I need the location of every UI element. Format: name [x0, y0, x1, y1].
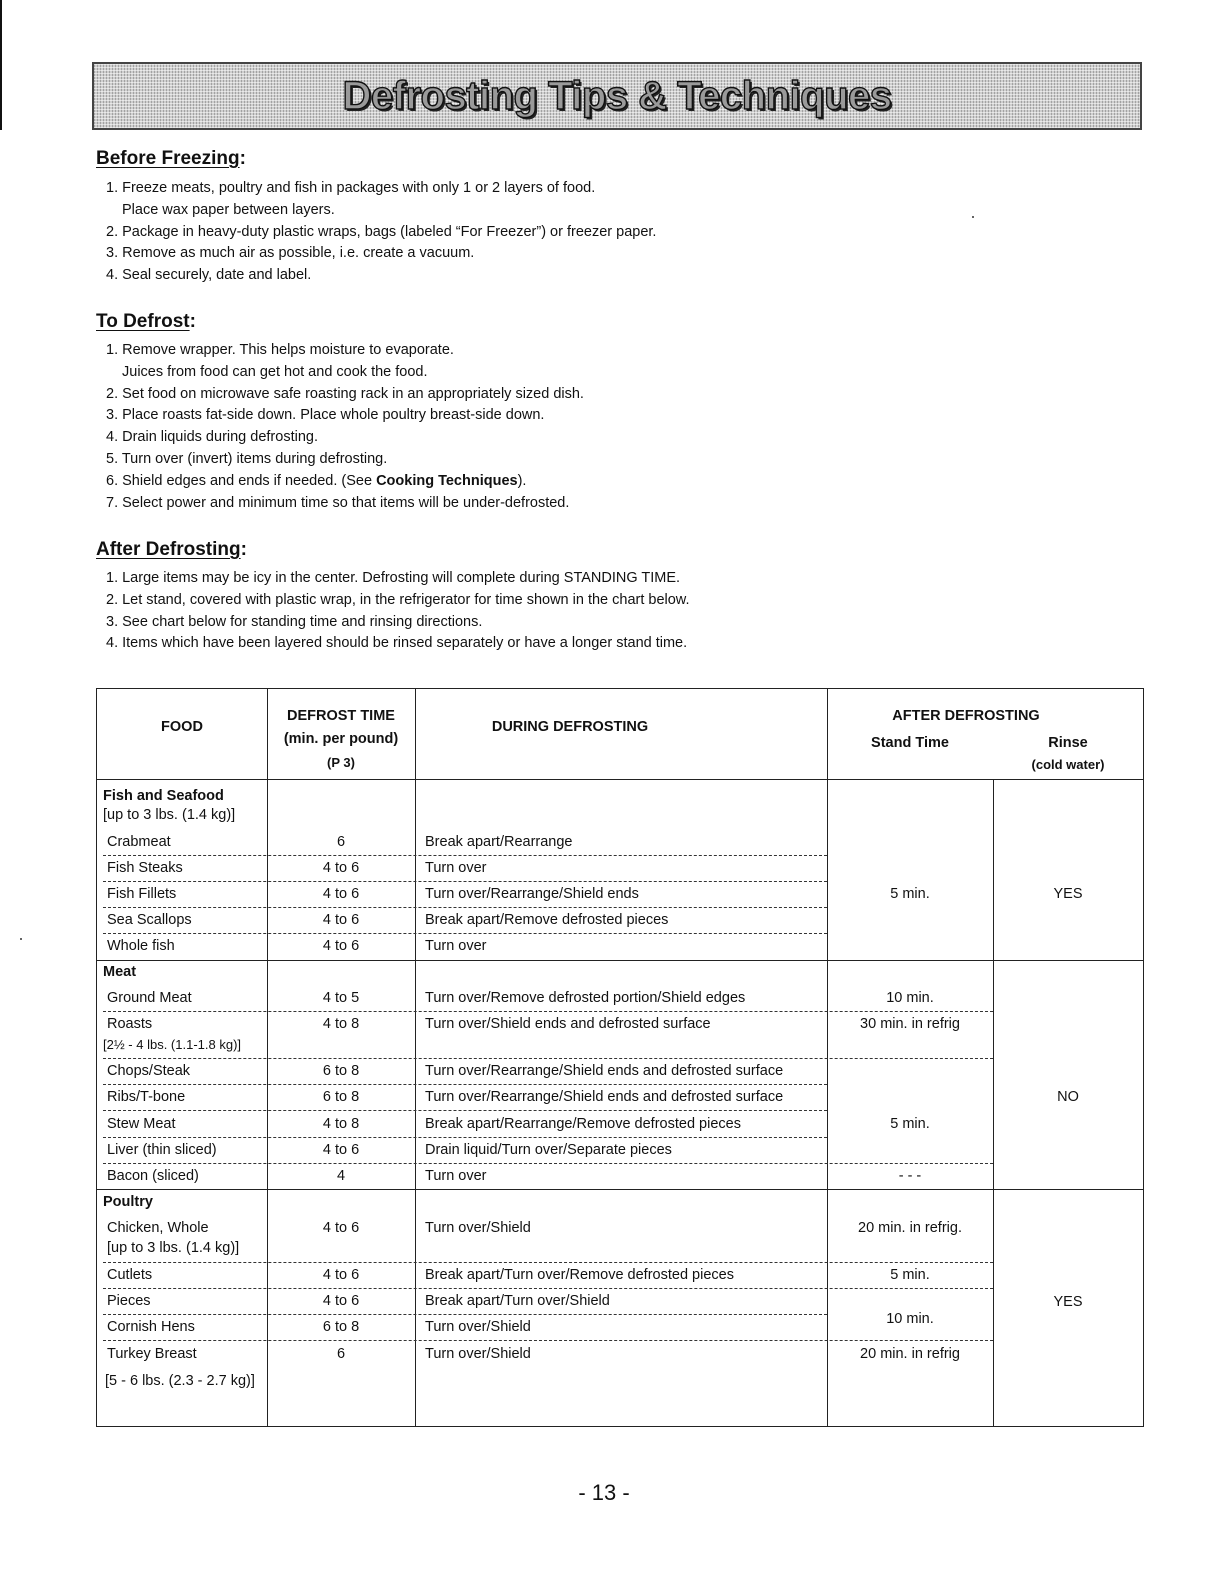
time-cell: 4 to 5 [322, 990, 360, 1006]
group-poultry: Poultry [103, 1194, 153, 1210]
time-cell: 4 to 8 [322, 1116, 360, 1132]
time-cell: 4 to 6 [322, 860, 360, 876]
row-rule [103, 1110, 827, 1111]
meat-rinse: NO [1057, 1089, 1079, 1105]
scan-edge-line [0, 0, 2, 130]
list-item: Place wax paper between layers. [122, 201, 335, 218]
list-item: 4. Seal securely, date and label. [106, 267, 312, 284]
during-cell: Break apart/Turn over/Remove defrosted pieces [425, 1267, 734, 1283]
scan-speck [972, 216, 974, 218]
list-item: 4. Items which have been layered should be rinsed separately or have a longer stand time. [106, 635, 688, 652]
food-cell: Turkey Breast [107, 1346, 197, 1362]
row-rule [103, 933, 827, 934]
time-cell: 4 to 6 [322, 912, 360, 928]
food-cell: Chicken, Whole [107, 1220, 209, 1236]
defrost-chart [96, 688, 1144, 1427]
during-cell: Turn over/Shield [425, 1220, 531, 1236]
during-cell: Turn over/Rearrange/Shield ends and defrosted surface [425, 1063, 784, 1079]
row-rule [103, 1163, 993, 1164]
meat-stand-time: 5 min. [890, 1116, 930, 1132]
header-power: (P 3) [327, 755, 355, 770]
time-cell: 4 to 6 [322, 938, 360, 954]
food-cell: Ribs/T-bone [107, 1089, 186, 1105]
time-cell: 6 [336, 1346, 346, 1362]
page-number: - 13 - [578, 1480, 630, 1505]
row-rule [103, 881, 827, 882]
list-item: 3. See chart below for standing time and rinsing directions. [106, 613, 483, 630]
food-cell: Ground Meat [107, 990, 192, 1006]
row-rule [103, 1314, 827, 1315]
list-item: 6. Shield edges and ends if needed. (See Cooking Techniques). [106, 472, 527, 489]
after-defrosting-list [106, 568, 690, 655]
row-rule [103, 855, 827, 856]
time-cell: 4 to 6 [322, 1293, 360, 1309]
list-item: 1. Large items may be icy in the center. Defrosting will complete during STANDING TIME. [106, 570, 681, 586]
title-banner [92, 62, 1142, 130]
during-cell: Break apart/Rearrange/Remove defrosted pieces [425, 1116, 741, 1132]
list-item: 3. Remove as much air as possible, i.e. create a vacuum. [106, 245, 475, 262]
group-rule [97, 960, 1143, 961]
during-cell: Turn over [425, 860, 487, 876]
row-rule [103, 1084, 827, 1085]
poultry-stand-time: 10 min. [886, 1311, 934, 1327]
during-cell: Turn over/Shield ends and defrosted surface [425, 1016, 711, 1032]
before-freezing-heading: Before Freezing: [96, 148, 246, 169]
stand-cell: 5 min. [890, 1267, 930, 1283]
food-cell: Pieces [107, 1293, 151, 1309]
food-subtext: [2½ - 4 lbs. (1.1-1.8 kg)] [103, 1037, 242, 1052]
page-title: Defrosting Tips & Techniques [342, 73, 892, 118]
list-item: 4. Drain liquids during defrosting. [106, 429, 318, 446]
during-cell: Break apart/Remove defrosted pieces [425, 912, 669, 928]
time-cell: 4 to 6 [322, 1142, 360, 1158]
food-cell: Stew Meat [107, 1116, 176, 1132]
stand-cell: - - - [898, 1168, 922, 1184]
stand-cell: 20 min. in refrig [860, 1346, 960, 1362]
header-cold-water: (cold water) [1031, 757, 1105, 772]
food-cell: Liver (thin sliced) [107, 1142, 217, 1158]
list-item: 2. Package in heavy-duty plastic wraps, bags (labeled “For Freezer”) or freezer paper. [106, 223, 657, 240]
header-min-per-pound: (min. per pound) [283, 731, 399, 747]
list-item: 1. Freeze meats, poultry and fish in packages with only 1 or 2 layers of food. [106, 180, 596, 196]
food-cell: Fish Steaks [107, 860, 183, 876]
list-item: 7. Select power and minimum time so that items will be under-defrosted. [106, 494, 570, 511]
fish-stand-time: 5 min. [890, 886, 930, 902]
food-cell: Crabmeat [107, 834, 171, 850]
during-cell: Turn over/Shield [425, 1346, 531, 1362]
list-item: 5. Turn over (invert) items during defrosting. [106, 450, 388, 467]
list-item: 2. Let stand, covered with plastic wrap, in the refrigerator for time shown in the chart below. [106, 591, 690, 608]
during-cell: Turn over/Remove defrosted portion/Shield edges [425, 990, 746, 1006]
food-cell: Sea Scallops [107, 912, 192, 928]
header-during: DURING DEFROSTING [491, 719, 649, 735]
time-cell: 4 to 6 [322, 1220, 360, 1236]
scan-speck [20, 938, 22, 940]
time-cell: 4 to 6 [322, 1267, 360, 1283]
food-cell: Whole fish [107, 938, 175, 954]
list-item: 2. Set food on microwave safe roasting rack in an appropriately sized dish. [106, 385, 584, 402]
row-rule [103, 1288, 993, 1289]
after-defrosting-heading: After Defrosting: [96, 539, 247, 560]
header-defrost-time: DEFROST TIME [287, 708, 395, 724]
during-cell: Turn over/Rearrange/Shield ends and defrosted surface [425, 1089, 784, 1105]
row-rule [103, 1262, 993, 1263]
to-defrost-heading: To Defrost: [96, 311, 196, 332]
during-cell: Turn over [425, 938, 487, 954]
poultry-rinse: YES [1053, 1294, 1083, 1310]
during-cell: Turn over/Rearrange/Shield ends [425, 886, 639, 902]
during-cell: Turn over [425, 1168, 487, 1184]
during-cell: Break apart/Rearrange [425, 834, 573, 850]
food-cell: Chops/Steak [107, 1063, 191, 1079]
time-cell: 4 to 6 [322, 886, 360, 902]
group-rule [97, 1189, 1143, 1190]
time-cell: 6 [336, 834, 346, 850]
list-item: 1. Remove wrapper. This helps moisture to evaporate. [106, 342, 454, 358]
stand-cell: 10 min. [886, 990, 934, 1006]
header-after: AFTER DEFROSTING [892, 708, 1040, 724]
time-cell: 6 to 8 [322, 1319, 360, 1335]
row-rule [103, 1058, 993, 1059]
during-cell: Turn over/Shield [425, 1319, 531, 1335]
group-fish-weight: [up to 3 lbs. (1.4 kg)] [103, 807, 236, 823]
time-cell: 4 [336, 1168, 346, 1184]
group-meat: Meat [103, 964, 137, 980]
header-rinse: Rinse [1048, 735, 1088, 751]
to-defrost-list [106, 340, 584, 514]
list-item: 3. Place roasts fat-side down. Place whole poultry breast-side down. [106, 407, 545, 424]
row-rule [103, 1137, 827, 1138]
food-subtext: [5 - 6 lbs. (2.3 - 2.7 kg)] [105, 1373, 255, 1389]
stand-cell: 30 min. in refrig [860, 1016, 960, 1032]
stand-cell: 20 min. in refrig. [858, 1220, 962, 1236]
fish-rinse: YES [1053, 886, 1083, 902]
header-rule [97, 779, 1143, 780]
group-fish: Fish and Seafood [103, 788, 224, 804]
time-cell: 6 to 8 [322, 1089, 360, 1105]
food-cell: Bacon (sliced) [107, 1168, 199, 1184]
row-rule [103, 1340, 993, 1341]
food-cell: Cutlets [107, 1267, 153, 1283]
time-cell: 4 to 8 [322, 1016, 360, 1032]
during-cell: Drain liquid/Turn over/Separate pieces [425, 1142, 672, 1158]
food-cell: Cornish Hens [107, 1319, 195, 1335]
food-cell: Fish Fillets [107, 886, 177, 902]
during-cell: Break apart/Turn over/Shield [425, 1293, 610, 1309]
row-rule [103, 1011, 993, 1012]
food-subtext: [up to 3 lbs. (1.4 kg)] [107, 1240, 240, 1256]
header-stand-time: Stand Time [871, 735, 949, 751]
list-item: Juices from food can get hot and cook the food. [122, 363, 428, 380]
time-cell: 6 to 8 [322, 1063, 360, 1079]
header-food: FOOD [161, 719, 203, 735]
before-freezing-list [106, 178, 656, 287]
row-rule [103, 907, 827, 908]
food-cell: Roasts [107, 1016, 153, 1032]
